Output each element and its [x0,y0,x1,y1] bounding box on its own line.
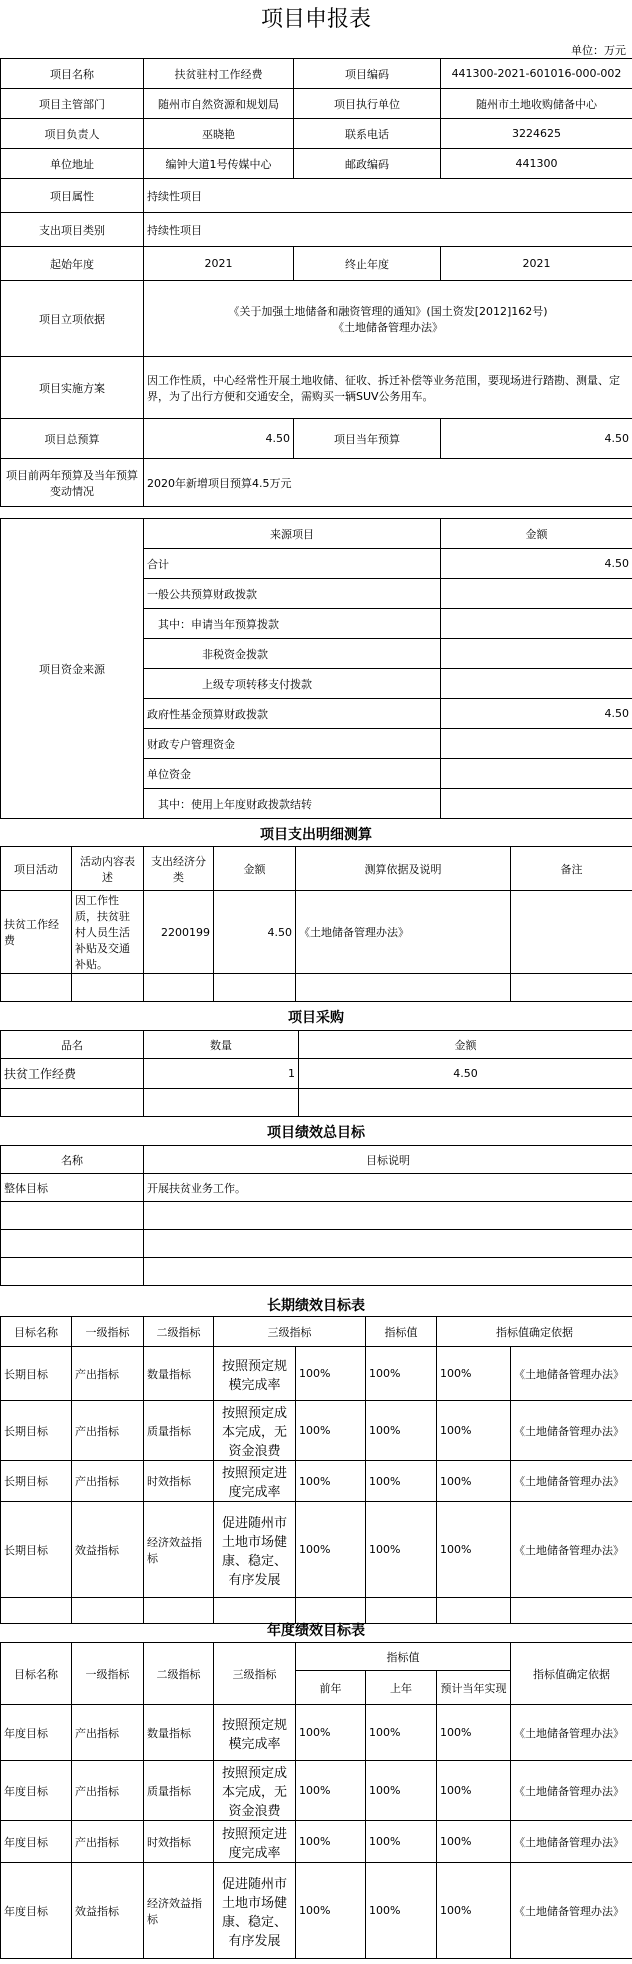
long-v2: 100% [366,1401,437,1461]
end-value: 2021 [441,247,632,281]
perf-table [0,1145,632,1286]
annual-basis: 《土地储备管理办法》 [511,1705,632,1761]
perf-header: 目标说明 [144,1146,632,1174]
long-header: 三级指标 [214,1317,366,1347]
addr-value: 编钟大道1号传媒中心 [144,149,294,179]
attr-label: 项目属性 [1,179,144,213]
annual-l1: 产出指标 [72,1761,144,1821]
detail-basis: 《土地储备管理办法》 [296,891,511,974]
funding-row-amount: 4.50 [441,699,632,729]
long-name: 长期目标 [1,1401,72,1461]
long-basis: 《土地储备管理办法》 [511,1401,632,1461]
long-header: 二级指标 [144,1317,214,1347]
attr-value: 持续性项目 [144,179,632,213]
purchase-table [0,1030,632,1117]
start-label: 起始年度 [1,247,144,281]
annual-v1: 100% [296,1863,366,1959]
annual-v3: 100% [437,1821,511,1863]
zip-value: 441300 [441,149,632,179]
annual-l2: 质量指标 [144,1761,214,1821]
basis-line-2: 《土地储备管理办法》 [333,320,443,334]
funding-row-amount [441,669,632,699]
long-basis: 《土地储备管理办法》 [511,1502,632,1598]
purchase-name: 扶贫工作经费 [1,1059,144,1089]
funding-row-name: 上级专项转移支付拨款 [144,669,441,699]
page-title: 项目申报表 [260,7,371,32]
long-l3: 按照预定进度完成率 [214,1461,296,1502]
cat-value: 持续性项目 [144,213,632,247]
long-v2: 100% [366,1502,437,1598]
long-v1: 100% [296,1461,366,1502]
long-header: 指标值 [366,1317,437,1347]
long-l2: 时效指标 [144,1461,214,1502]
detail-amount: 4.50 [214,891,296,974]
detail-header: 活动内容表述 [72,847,144,891]
funding-row-amount [441,729,632,759]
detail-content: 因工作性质，扶贫驻村人员生活补贴及交通补贴。 [72,891,144,974]
annual-basis: 《土地储备管理办法》 [511,1821,632,1863]
annual-header: 指标值确定依据 [511,1643,632,1705]
funding-head-amount: 金额 [441,519,632,549]
budget-label: 项目总预算 [1,419,144,459]
long-name: 长期目标 [1,1461,72,1502]
long-l2: 数量指标 [144,1347,214,1401]
funding-row-amount [441,579,632,609]
annual-sub-header: 前年 [296,1671,366,1705]
purchase-header: 金额 [299,1031,632,1059]
annual-name: 年度目标 [1,1761,72,1821]
long-v3: 100% [437,1347,511,1401]
long-header: 一级指标 [72,1317,144,1347]
annual-name: 年度目标 [1,1821,72,1863]
detail-header: 备注 [511,847,632,891]
basis-label: 项目立项依据 [1,281,144,357]
purchase-title: 项目采购 [288,1010,344,1026]
funding-row-amount [441,759,632,789]
perf-header: 名称 [1,1146,144,1174]
basis-value [144,281,632,357]
dept-value: 随州市自然资源和规划局 [144,89,294,119]
detail-table [0,846,632,1002]
cat-label: 支出项目类别 [1,213,144,247]
annual-name: 年度目标 [1,1863,72,1959]
long-l3: 按照预定规模完成率 [214,1347,296,1401]
detail-header: 项目活动 [1,847,72,891]
annual-v3: 100% [437,1761,511,1821]
start-value: 2021 [144,247,294,281]
long-l2: 质量指标 [144,1401,214,1461]
leader-label: 项目负责人 [1,119,144,149]
phone-value: 3224625 [441,119,632,149]
annual-l2: 时效指标 [144,1821,214,1863]
annual-l1: 产出指标 [72,1821,144,1863]
exec-label: 项目执行单位 [294,89,441,119]
purchase-header: 数量 [144,1031,299,1059]
long-basis: 《土地储备管理办法》 [511,1347,632,1401]
long-v2: 100% [366,1461,437,1502]
long-l3: 促进随州市土地市场健康、稳定、有序发展 [214,1502,296,1598]
long-v1: 100% [296,1401,366,1461]
annual-table [0,1642,632,1959]
basis-line-1: 《关于加强土地储备和融资管理的通知》(国土资发[2012]162号) [228,304,548,318]
long-v3: 100% [437,1461,511,1502]
funding-row-name: 非税资金拨款 [144,639,441,669]
purchase-amount: 4.50 [299,1059,632,1089]
perf-name: 整体目标 [1,1174,144,1202]
funding-row-amount [441,789,632,819]
annual-basis: 《土地储备管理办法》 [511,1863,632,1959]
year-budget-value: 4.50 [441,419,632,459]
detail-header: 支出经济分类 [144,847,214,891]
annual-sub-header: 预计当年实现 [437,1671,511,1705]
long-v1: 100% [296,1502,366,1598]
long-basis: 《土地储备管理办法》 [511,1461,632,1502]
long-l1: 产出指标 [72,1461,144,1502]
annual-v1: 100% [296,1705,366,1761]
prev-label: 项目前两年预算及当年预算变动情况 [1,459,144,507]
long-table [0,1316,632,1624]
phone-label: 联系电话 [294,119,441,149]
annual-l3: 按照预定进度完成率 [214,1821,296,1863]
project-code: 441300-2021-601016-000-002 [441,59,632,89]
annual-l2: 数量指标 [144,1705,214,1761]
annual-v1: 100% [296,1821,366,1863]
detail-header: 测算依据及说明 [296,847,511,891]
long-header: 目标名称 [1,1317,72,1347]
annual-v1: 100% [296,1761,366,1821]
annual-basis: 《土地储备管理办法》 [511,1761,632,1821]
detail-header: 金额 [214,847,296,891]
funding-row-amount [441,639,632,669]
long-title: 长期绩效目标表 [267,1298,365,1314]
annual-v3: 100% [437,1705,511,1761]
funding-row-name: 政府性基金预算财政拨款 [144,699,441,729]
annual-sub-header: 上年 [366,1671,437,1705]
long-l1: 产出指标 [72,1401,144,1461]
exec-value: 随州市土地收购储备中心 [441,89,632,119]
long-l3: 按照预定成本完成，无资金浪费 [214,1401,296,1461]
info-table [0,58,632,507]
annual-v2: 100% [366,1821,437,1863]
annual-l1: 产出指标 [72,1705,144,1761]
funding-row-name: 其中：申请当年预算拨款 [144,609,441,639]
unit-label: 单位：万元 [571,44,626,57]
budget-value: 4.50 [144,419,294,459]
annual-title: 年度绩效目标表 [267,1623,365,1639]
long-v3: 100% [437,1401,511,1461]
annual-l2: 经济效益指标 [144,1863,214,1959]
long-v3: 100% [437,1502,511,1598]
annual-name: 年度目标 [1,1705,72,1761]
project-name: 扶贫驻村工作经费 [144,59,294,89]
annual-v2: 100% [366,1705,437,1761]
dept-label: 项目主管部门 [1,89,144,119]
code-label: 项目编码 [294,59,441,89]
annual-header: 指标值 [296,1643,511,1671]
zip-label: 邮政编码 [294,149,441,179]
funding-row-name: 财政专户管理资金 [144,729,441,759]
plan-value: 因工作性质，中心经常性开展土地收储、征收、拆迁补偿等业务范围，要现场进行踏勘、测量、定界，为了出行方便和交通安全，需购买一辆SUV公务用车。 [144,357,632,419]
annual-v2: 100% [366,1863,437,1959]
long-l2: 经济效益指标 [144,1502,214,1598]
annual-l3: 促进随州市土地市场健康、稳定、有序发展 [214,1863,296,1959]
detail-note [511,891,632,974]
plan-label: 项目实施方案 [1,357,144,419]
annual-l1: 效益指标 [72,1863,144,1959]
purchase-qty: 1 [144,1059,299,1089]
long-name: 长期目标 [1,1502,72,1598]
long-name: 长期目标 [1,1347,72,1401]
long-v2: 100% [366,1347,437,1401]
end-label: 终止年度 [294,247,441,281]
funding-row-name: 合计 [144,549,441,579]
perf-desc: 开展扶贫业务工作。 [144,1174,632,1202]
funding-row-amount: 4.50 [441,549,632,579]
detail-class: 2200199 [144,891,214,974]
annual-header: 二级指标 [144,1643,214,1705]
annual-header: 三级指标 [214,1643,296,1705]
perf-title: 项目绩效总目标 [267,1125,365,1141]
long-v1: 100% [296,1347,366,1401]
annual-v2: 100% [366,1761,437,1821]
funding-row-name: 其中：使用上年度财政拨款结转 [144,789,441,819]
funding-row-amount [441,609,632,639]
annual-header: 一级指标 [72,1643,144,1705]
addr-label: 单位地址 [1,149,144,179]
detail-activity: 扶贫工作经费 [1,891,72,974]
long-header: 指标值确定依据 [437,1317,632,1347]
funding-table [0,518,632,819]
funding-head-source: 来源项目 [144,519,441,549]
annual-l3: 按照预定成本完成，无资金浪费 [214,1761,296,1821]
long-l1: 效益指标 [72,1502,144,1598]
funding-row-name: 一般公共预算财政拨款 [144,579,441,609]
name-label: 项目名称 [1,59,144,89]
detail-title: 项目支出明细测算 [260,827,372,843]
year-budget-label: 项目当年预算 [294,419,441,459]
annual-header: 目标名称 [1,1643,72,1705]
purchase-header: 品名 [1,1031,144,1059]
funding-row-name: 单位资金 [144,759,441,789]
annual-v3: 100% [437,1863,511,1959]
prev-value: 2020年新增项目预算4.5万元 [144,459,632,507]
funding-label: 项目资金来源 [1,519,144,819]
long-l1: 产出指标 [72,1347,144,1401]
leader-value: 巫晓艳 [144,119,294,149]
annual-l3: 按照预定规模完成率 [214,1705,296,1761]
